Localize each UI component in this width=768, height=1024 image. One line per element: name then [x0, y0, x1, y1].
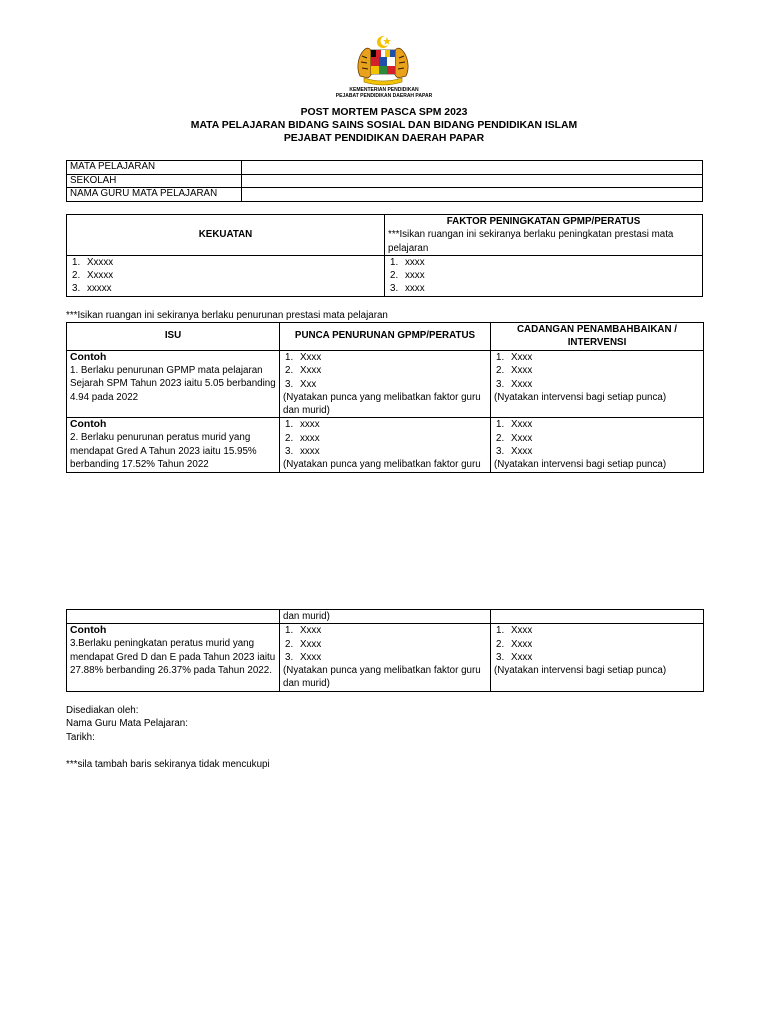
issue-row — [67, 351, 704, 418]
coat-of-arms-logo — [352, 34, 414, 86]
intervention-note: (Nyatakan intervensi bagi setiap punca) — [494, 391, 667, 403]
strength-list-cell — [67, 255, 385, 296]
cause-note: (Nyatakan punca yang melibatkan faktor guru dan murid) — [283, 391, 481, 417]
issue-row — [67, 624, 704, 692]
issue-cell — [67, 351, 280, 418]
info-table — [66, 160, 703, 202]
issue-text: 1. Berlaku penurunan GPMP mata pelajaran Sejarah SPM Tahun 2023 iaitu 5.05 berbanding 4.94 pada 2022 — [70, 365, 276, 403]
list-item: 3. Xxxx — [496, 651, 533, 663]
cause-cell — [280, 418, 491, 473]
example-label: Contoh — [70, 352, 107, 363]
issue-column-header: ISU — [67, 323, 280, 351]
office-name: PEJABAT PENDIDIKAN DAERAH PAPAR — [335, 93, 433, 99]
intervention-cell — [491, 351, 704, 418]
info-value-cell — [242, 161, 703, 175]
list-item: 1. xxxx — [390, 256, 425, 268]
list-item: 2. Xxxx — [285, 638, 322, 650]
list-item: 1. xxxx — [285, 419, 320, 431]
issue-text: 3.Berlaku peningkatan peratus murid yang mendapat Gred D dan E pada Tahun 2023 iaitu 27.88% berbanding 26.37% pada Tahun 2022. — [70, 638, 276, 676]
add-rows-note: ***sila tambah baris sekiranya tidak mencukupi — [66, 758, 270, 770]
list-item: 2. Xxxx — [496, 432, 533, 444]
teacher-name-label: Nama Guru Mata Pelajaran: — [66, 718, 188, 730]
footer-section — [66, 704, 270, 771]
intervention-note: (Nyatakan intervensi bagi setiap punca) — [494, 665, 667, 677]
info-label: NAMA GURU MATA PELAJARAN — [67, 188, 242, 202]
intervention-note: (Nyatakan intervensi bagi setiap punca) — [494, 459, 667, 471]
list-item: 2. Xxxxx — [72, 270, 114, 282]
list-item: 1. Xxxx — [496, 419, 533, 431]
issue-cell — [67, 610, 280, 624]
list-item: 3. Xxxx — [496, 378, 533, 390]
list-item: 1. Xxxx — [285, 625, 322, 637]
info-label: MATA PELAJARAN — [67, 161, 242, 175]
list-item: 2. Xxxx — [496, 638, 533, 650]
info-row — [67, 188, 703, 202]
list-item: 3. Xxxx — [285, 651, 322, 663]
info-row — [67, 161, 703, 175]
cause-cell: dan murid) — [280, 610, 491, 624]
list-item: 2. xxxx — [285, 432, 320, 444]
intervention-cell — [491, 624, 704, 692]
intervention-cell — [491, 418, 704, 473]
issues-table-continued — [66, 609, 704, 692]
strength-table — [66, 214, 703, 297]
title-line-3: PEJABAT PENDIDIKAN DAERAH PAPAR — [283, 133, 485, 145]
date-label: Tarikh: — [66, 731, 95, 743]
issue-row — [67, 418, 704, 473]
list-item: 2. Xxxx — [496, 365, 533, 377]
info-value-cell — [242, 174, 703, 188]
issue-text: 2. Berlaku penurunan peratus murid yang mendapat Gred A Tahun 2023 iaitu 15.95% berbanding 17.52% Tahun 2022 — [70, 432, 257, 471]
prepared-by-label: Disediakan oleh: — [66, 705, 139, 716]
list-item: 2. xxxx — [390, 270, 425, 282]
improvement-factor-header: FAKTOR PENINGKATAN GPMP/PERATUS — [446, 216, 641, 227]
list-item: 1. Xxxx — [285, 352, 322, 363]
title-line-2: MATA PELAJARAN BIDANG SAINS SOSIAL DAN BIDANG PENDIDIKAN ISLAM — [190, 120, 578, 132]
document-title — [0, 106, 768, 146]
strength-header: KEKUATAN — [67, 215, 385, 256]
example-label: Contoh — [70, 419, 107, 431]
issues-table — [66, 322, 704, 473]
list-item: 3. xxxxx — [72, 283, 112, 295]
cause-note: (Nyatakan punca yang melibatkan faktor guru — [283, 459, 481, 471]
example-label: Contoh — [70, 625, 107, 637]
info-row — [67, 174, 703, 188]
list-item: 2. Xxxx — [285, 365, 322, 377]
list-item: 1. Xxxxx — [72, 256, 114, 268]
carried-over-row — [67, 610, 704, 624]
strength-body-row — [67, 255, 703, 296]
intervention-column-header: CADANGAN PENAMBAHBAIKAN / INTERVENSI — [491, 323, 704, 351]
decline-note: ***Isikan ruangan ini sekiranya berlaku penurunan prestasi mata pelajaran — [66, 310, 388, 321]
info-value-cell — [242, 188, 703, 202]
issue-cell — [67, 418, 280, 473]
cause-column-header: PUNCA PENURUNAN GPMP/PERATUS — [280, 323, 491, 351]
strength-header-row — [67, 215, 703, 256]
list-item: 3. xxxx — [390, 283, 425, 295]
cause-cell — [280, 624, 491, 692]
list-item: 3. Xxx — [285, 378, 317, 390]
cause-note: (Nyatakan punca yang melibatkan faktor guru dan murid) — [283, 665, 481, 690]
list-item: 1. Xxxx — [496, 625, 533, 637]
list-item: 1. Xxxx — [496, 352, 533, 363]
issues-header-row — [67, 323, 704, 351]
improvement-factor-header-cell — [385, 215, 703, 256]
info-label: SEKOLAH — [67, 174, 242, 188]
title-line-1: POST MORTEM PASCA SPM 2023 — [300, 107, 468, 118]
cause-cell — [280, 351, 491, 418]
improvement-note: ***Isikan ruangan ini sekiranya berlaku peningkatan prestasi mata pelajaran — [388, 229, 674, 254]
list-item: 3. xxxx — [285, 446, 320, 458]
spacer — [66, 744, 270, 758]
issue-cell — [67, 624, 280, 692]
improvement-list-cell — [385, 255, 703, 296]
list-item: 3. Xxxx — [496, 446, 533, 458]
intervention-cell — [491, 610, 704, 624]
ministry-name: KEMENTERIAN PENDIDIKAN — [349, 87, 419, 93]
